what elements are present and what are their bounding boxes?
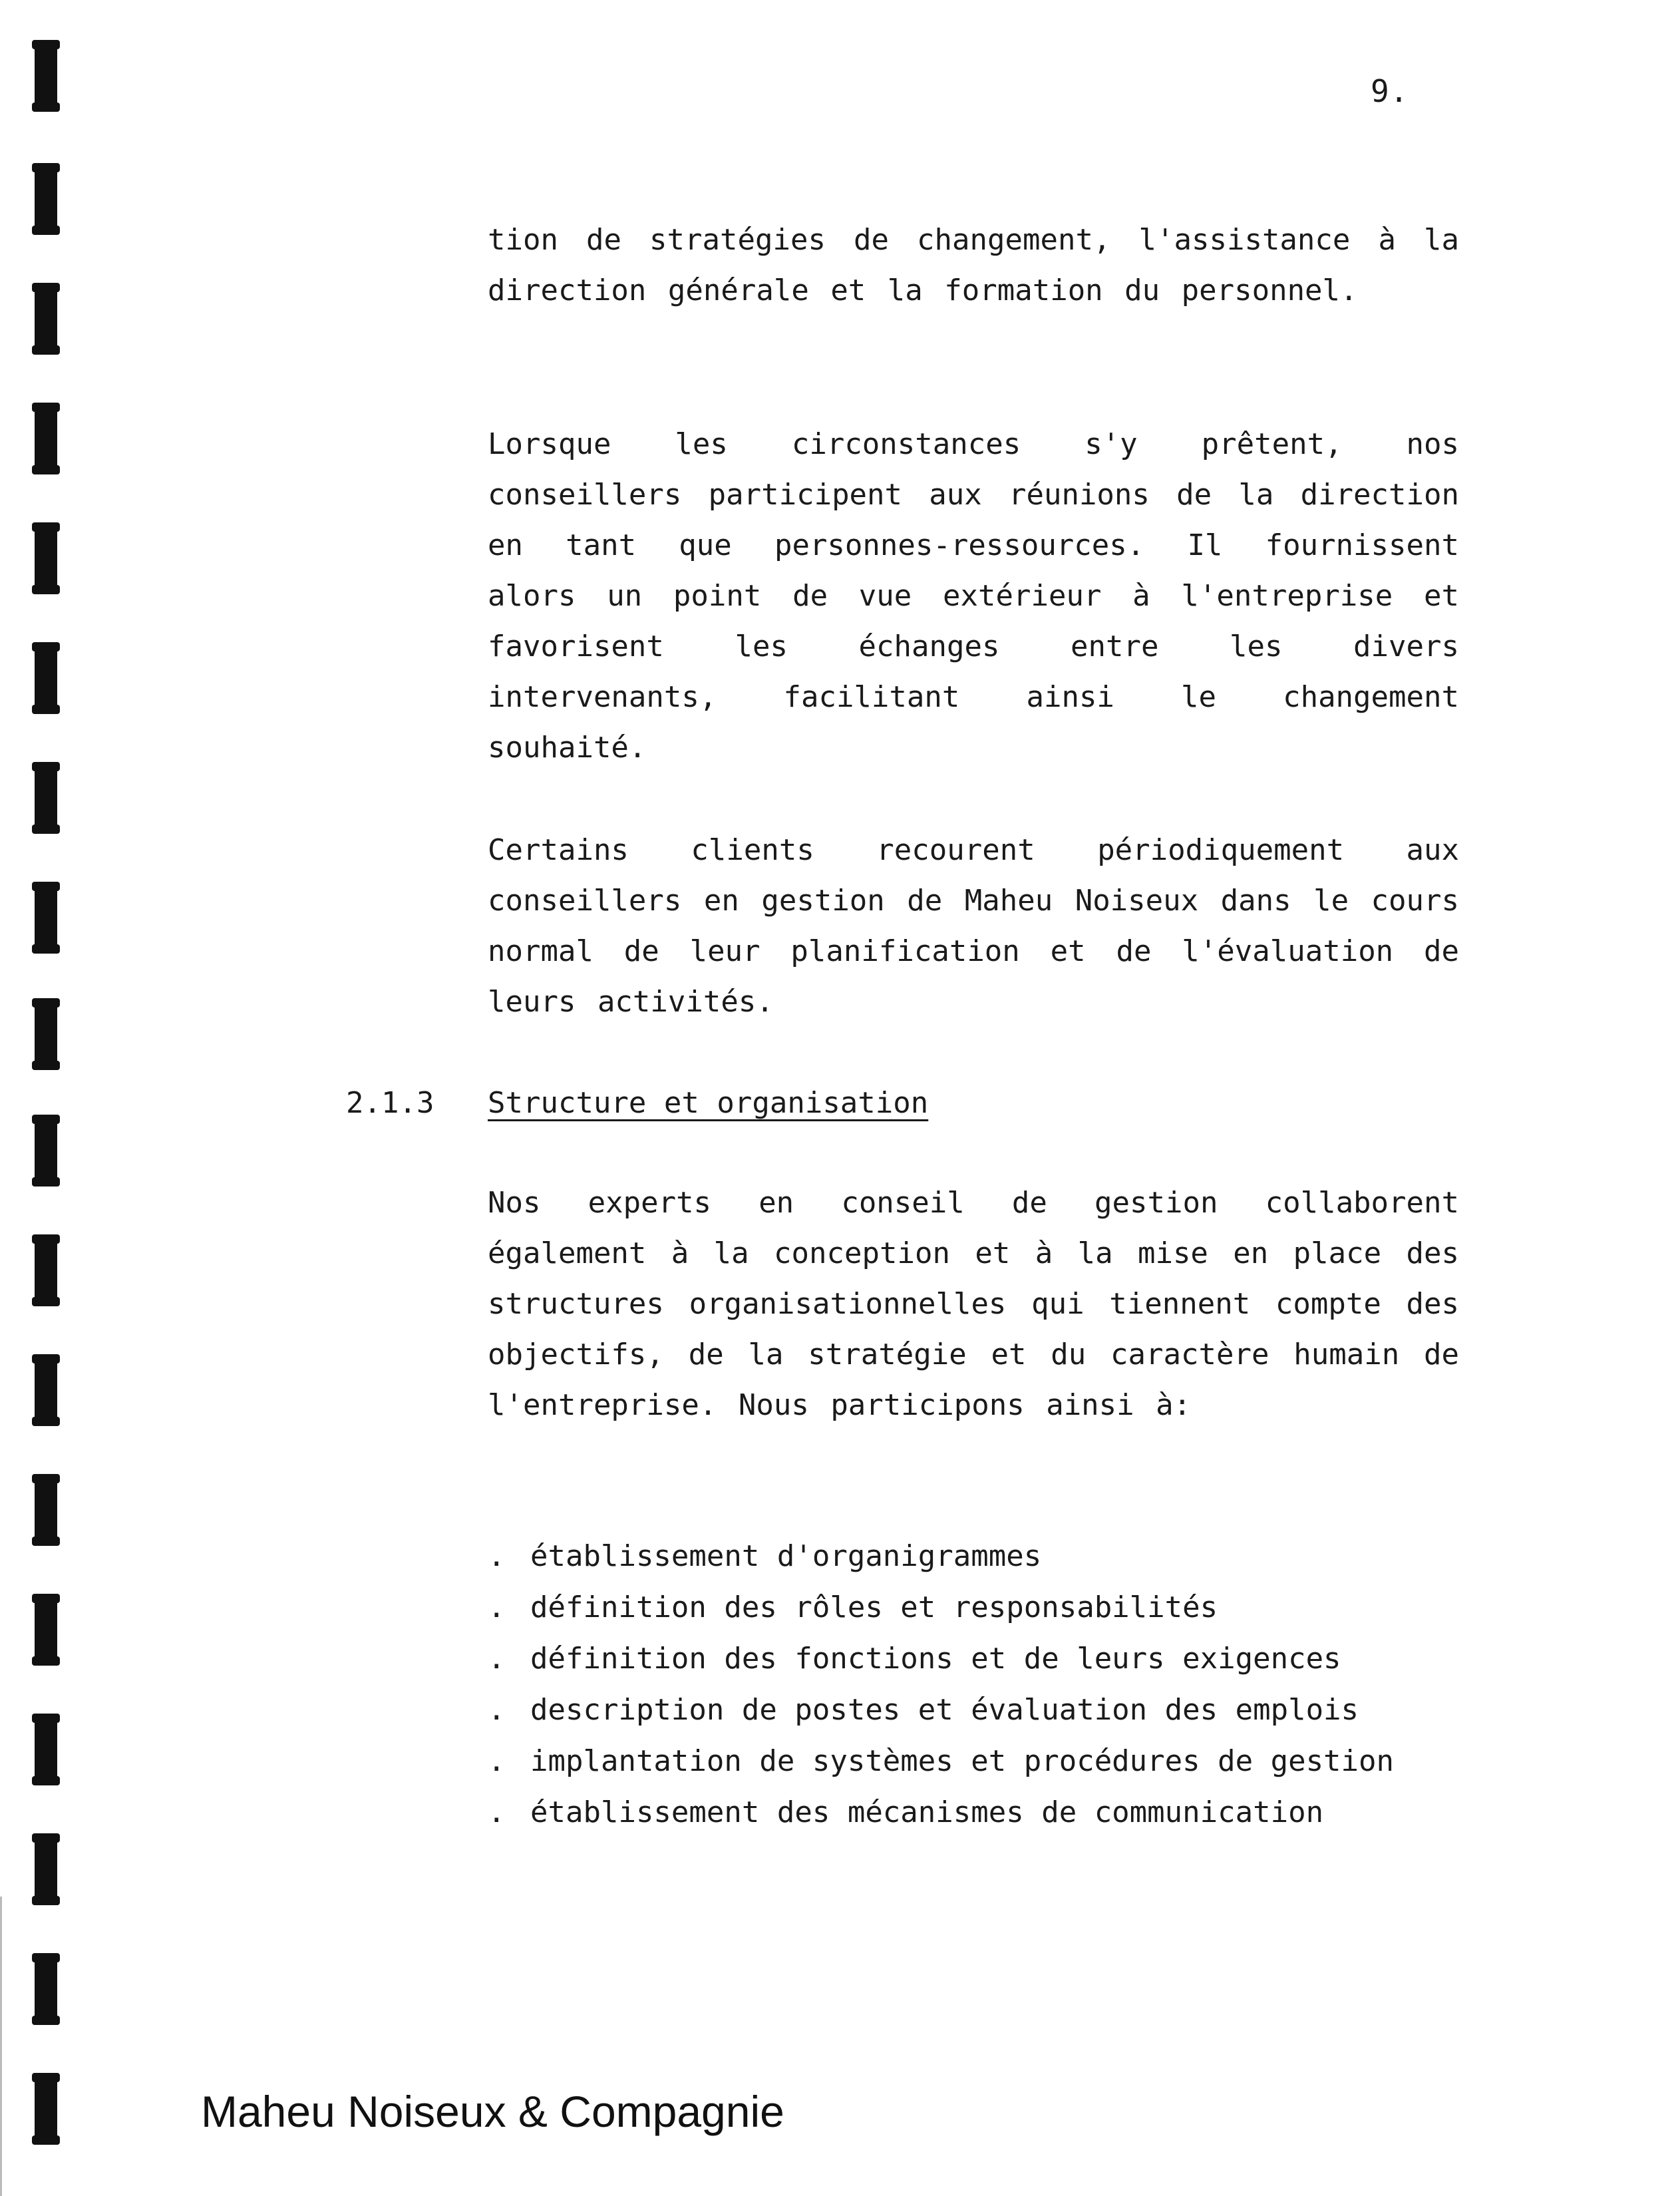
- binding-hole-icon: [35, 1115, 57, 1187]
- footer-company-name: Maheu Noiseux & Compagnie: [201, 2087, 784, 2136]
- binding-hole-icon: [35, 1714, 57, 1785]
- page-number: 9.: [1371, 73, 1409, 109]
- list-item-text: établissement des mécanismes de communication: [530, 1795, 1324, 1829]
- bullet-marker: .: [488, 1539, 506, 1573]
- binding-holes: [35, 40, 61, 2169]
- list-item-text: établissement d'organigrammes: [530, 1539, 1042, 1573]
- list-item-text: description de postes et évaluation des emplois: [530, 1693, 1359, 1727]
- bullet-list: [488, 1531, 1459, 1838]
- section-heading: [346, 1078, 928, 1129]
- list-item: [488, 1787, 1459, 1838]
- list-item-text: définition des rôles et responsabilités: [530, 1590, 1218, 1624]
- list-item: [488, 1736, 1459, 1787]
- bullet-marker: .: [488, 1693, 506, 1727]
- binding-hole-icon: [35, 1594, 57, 1666]
- list-item: [488, 1633, 1459, 1684]
- section-number: 2.1.3: [346, 1086, 434, 1120]
- binding-hole-icon: [35, 1234, 57, 1306]
- list-item: [488, 1582, 1459, 1633]
- binding-hole-icon: [35, 642, 57, 714]
- bullet-marker: .: [488, 1642, 506, 1676]
- binding-hole-icon: [35, 522, 57, 594]
- binding-hole-icon: [35, 1474, 57, 1546]
- binding-hole-icon: [35, 1953, 57, 2025]
- list-item-text: implantation de systèmes et procédures de gestion: [530, 1744, 1395, 1778]
- binding-hole-icon: [35, 163, 57, 235]
- binding-hole-icon: [35, 1354, 57, 1426]
- binding-hole-icon: [35, 283, 57, 355]
- bullet-marker: .: [488, 1590, 506, 1624]
- section-title: Structure et organisation: [488, 1086, 929, 1120]
- binding-hole-icon: [35, 2073, 57, 2145]
- binding-hole-icon: [35, 882, 57, 954]
- section-intro: Nos experts en conseil de gestion collaborent également à la conception et à la mise en place des structures organisationnelles qui tiennent compte des objectifs, de la stratégie et du caractère humain de l'entreprise. Nous participons ainsi à:: [488, 1186, 1459, 1422]
- paragraph-2: Lorsque les circonstances s'y prêtent, nos conseillers participent aux réunions de la direction en tant que personnes-ressources. Il fournissent alors un point de vue extérieur à l'entreprise et favorisent les échanges entre les divers intervenants, facilitant ainsi le changement souhaité.: [488, 427, 1459, 765]
- binding-hole-icon: [35, 403, 57, 474]
- paragraph-1: tion de stratégies de changement, l'assistance à la direction générale et la formation du personnel.: [488, 223, 1459, 307]
- margin-line: [0, 1897, 2, 2196]
- bullet-marker: .: [488, 1795, 506, 1829]
- list-item: [488, 1531, 1459, 1582]
- binding-hole-icon: [35, 40, 57, 112]
- binding-hole-icon: [35, 998, 57, 1070]
- list-item: [488, 1684, 1459, 1736]
- binding-hole-icon: [35, 1833, 57, 1905]
- bullet-marker: .: [488, 1744, 506, 1778]
- binding-hole-icon: [35, 762, 57, 834]
- paragraph-3: Certains clients recourent périodiquement aux conseillers en gestion de Maheu Noiseux dans le cours normal de leur planification et de l'évaluation de leurs activités.: [488, 833, 1459, 1019]
- list-item-text: définition des fonctions et de leurs exigences: [530, 1642, 1341, 1676]
